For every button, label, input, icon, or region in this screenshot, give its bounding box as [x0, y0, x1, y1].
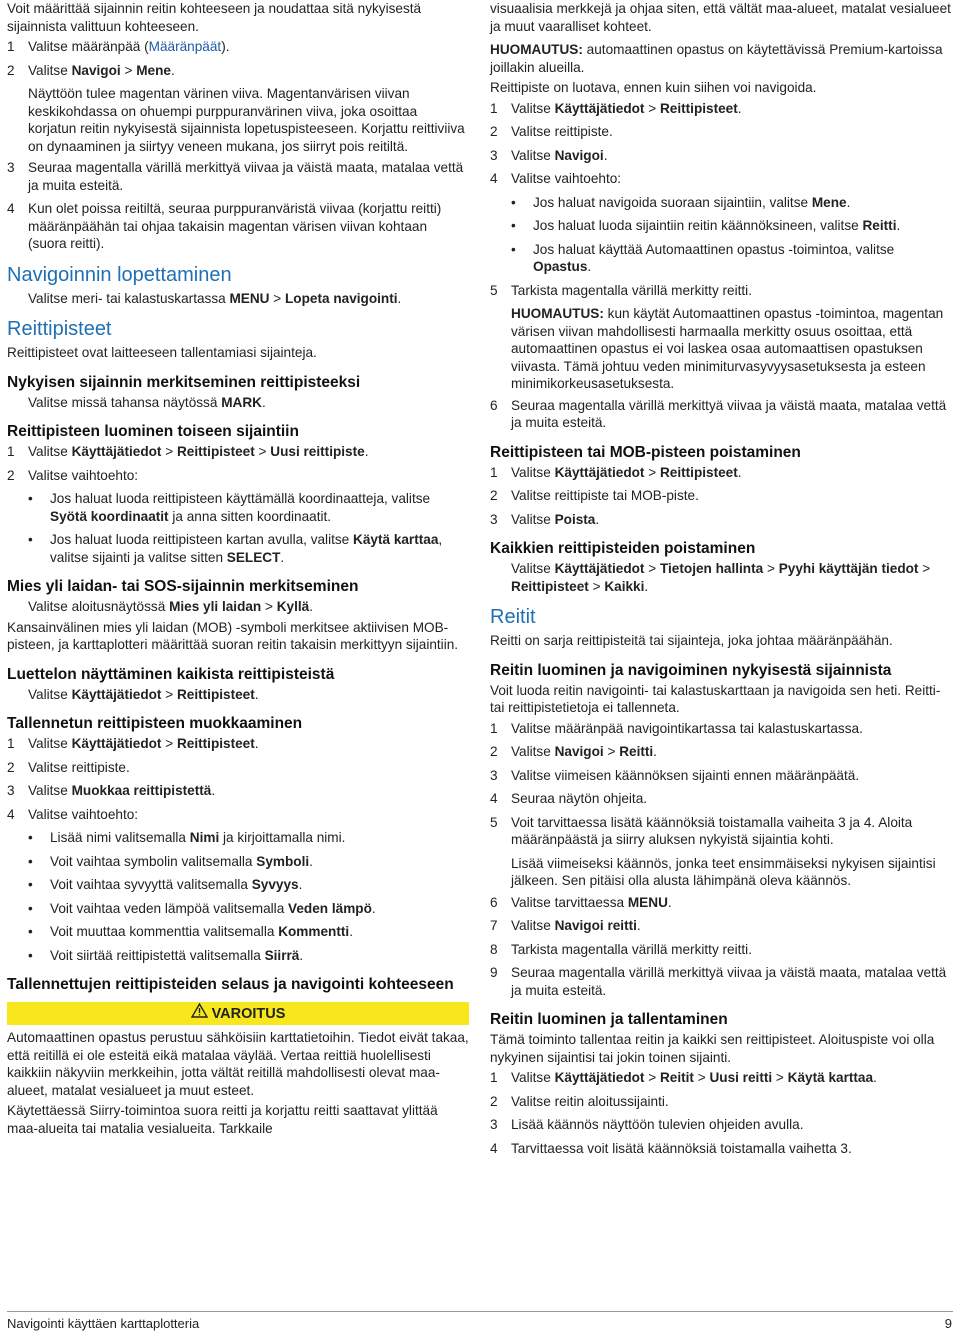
nav-step-2: 2 Valitse reittipiste. [490, 124, 613, 139]
edit-bullet-1: • Lisää nimi valitsemalla Nimi ja kirjoittamalla nimi. [28, 830, 346, 845]
mob-instruction: Valitse aloitusnäytössä Mies yli laidan > Kyllä. [28, 599, 314, 614]
mob-paragraph: Kansainvälinen mies yli laidan (MOB) -symboli merkitsee aktiivisen MOB-pisteen, ja karttaplotteri määrittää suoran reitin takaisin merkittyyn sijaintiin. [7, 619, 459, 652]
nav-step-5: 5 Tarkista magentalla värillä merkitty reitti. [490, 282, 752, 298]
save-step-1: 1 Valitse Käyttäjätiedot > Reitit > Uusi reitti > Käytä karttaa. [490, 1070, 877, 1085]
nav-bullet-1: • Jos haluat navigoida suoraan sijaintiin, valitse Mene. [511, 194, 851, 210]
continued-paragraph: visuaalisia merkkejä ja ohjaa siten, että vältät maa-alueet, matalat vesialueet ja muut vaaralliset kohteet. [490, 1, 951, 34]
right-column [490, 0, 953, 1163]
list-instruction: Valitse Käyttäjätiedot > Reittipisteet. [28, 686, 259, 702]
heading-delete-all: Kaikkien reittipisteiden poistaminen [490, 540, 756, 557]
edit-bullet-5: • Voit muuttaa kommenttia valitsemalla Kommentti. [28, 924, 353, 939]
heading-edit-waypoint: Tallennetun reittipisteen muokkaaminen [7, 715, 303, 732]
heading-create-waypoint: Reittipisteen luominen toiseen sijaintiin [7, 423, 299, 440]
routes-intro: Reitti on sarja reittipisteitä tai sijainteja, joka johtaa määränpäähän. [490, 633, 893, 648]
heading-delete-waypoint: Reittipisteen tai MOB-pisteen poistaminen [490, 443, 801, 461]
create-step-1: 1 Valitse Käyttäjätiedot > Reittipisteet > Uusi reittipiste. [7, 444, 369, 459]
heading-list-waypoints: Luettelon näyttäminen kaikista reittipisteistä [7, 665, 335, 683]
nav-route-intro: Voit luoda reitin navigointi- tai kalastuskarttaan ja navigoida sen heti. Reitti- tai reittipistetietoja ei tallenneta. [490, 682, 941, 715]
step-3: 3 Seuraa magentalla värillä merkittyä viivaa ja väistä maata, matalaa vettä ja muita esteitä. [7, 160, 464, 193]
create-step-2: 2 Valitse vaihtoehto: [7, 467, 139, 483]
del-step-3: 3 Valitse Poista. [490, 511, 600, 527]
left-column [7, 0, 469, 1140]
note-auto-guidance: HUOMAUTUS: kun käytät Automaattinen opastus -toimintoa, magentan värisen viivan mahdollisesti harmaalla merkitty osuus osoittaa, että automaattinen opastus ei voi laskea osaa automaattisen opastuksen viivasta. Tämä johtuu veden minimiturvasyvyysasetuksesta ja esteen minimikorkeusasetuksesta. [511, 306, 944, 391]
edit-bullet-3: • Voit vaihtaa syvyyttä valitsemalla Syvyys. [28, 877, 303, 892]
create-bullet-1: • Jos haluat luoda reittipisteen käyttämällä koordinaatteja, valitse Syötä koordinaatit ja anna sitten koordinaatit. [28, 491, 431, 524]
browse-paragraph: Käytettäessä Siirry-toimintoa suora reitti ja korjattu reitti saattavat ylittää maa-alueita tai matalia vesialueita. Tarkkaile [7, 1103, 438, 1136]
destinations-link[interactable]: Määränpäät [148, 39, 222, 54]
heading-mark-location: Nykyisen sijainnin merkitseminen reittipisteeksi [7, 373, 361, 391]
edit-step-2: 2 Valitse reittipiste. [7, 759, 130, 775]
del-step-2: 2 Valitse reittipiste tai MOB-piste. [490, 488, 699, 503]
warning-triangle-icon [191, 1003, 208, 1024]
route-step-6: 6 Valitse tarvittaessa MENU. [490, 894, 672, 910]
requirement-text: Reittipiste on luotava, ennen kuin siihen voi navigoida. [490, 80, 817, 95]
note-premium: HUOMAUTUS: automaattinen opastus on käytettävissä Premium-kartoissa joillakin alueilla. [490, 42, 943, 75]
edit-bullet-6: • Voit siirtää reittipistettä valitsemalla Siirrä. [28, 947, 304, 963]
waypoints-intro: Reittipisteet ovat laitteeseen tallentamiasi sijainteja. [7, 345, 317, 360]
intro-paragraph: Voit määrittää sijainnin reitin kohteeseen ja noudattaa sitä nykyisestä sijainnista valittuun kohteeseen. [7, 1, 422, 34]
heading-stop-navigation: Navigoinnin lopettaminen [7, 263, 232, 286]
heading-create-save-route: Reitin luominen ja tallentaminen [490, 1011, 728, 1028]
route-step-4: 4 Seuraa näytön ohjeita. [490, 791, 648, 806]
nav-bullet-3: • Jos haluat käyttää Automaattinen opastus -toimintoa, valitse Opastus. [511, 241, 895, 274]
create-bullet-2: • Jos haluat luoda reittipisteen kartan avulla, valitse Käytä karttaa, valitse sijainti ja valitse sitten SELECT. [28, 532, 443, 565]
page-number: 9 [944, 1316, 952, 1331]
nav-step-3: 3 Valitse Navigoi. [490, 147, 608, 163]
save-step-2: 2 Valitse reitin aloitussijainti. [490, 1093, 669, 1109]
nav-step-4: 4 Valitse vaihtoehto: [490, 171, 622, 186]
nav-step-6: 6 Seuraa magentalla värillä merkittyä viivaa ja väistä maata, matalaa vettä ja muita esteitä. [490, 397, 947, 430]
edit-step-1: 1 Valitse Käyttäjätiedot > Reittipisteet. [7, 736, 259, 751]
step-2-note: Näyttöön tulee magentan värinen viiva. Magentanvärisen viivan keskikohdassa on ohuempi purppuranvärinen viiva, joka osoittaa korjatun reitin nykyisestä sijainnista lopetuspisteeseen. Korjattu reittiviiva on dynaaminen ja siirtyy veneen mukana, jos siirryt pois reitiltä. [28, 86, 465, 154]
nav-step-1: 1 Valitse Käyttäjätiedot > Reittipisteet. [490, 100, 742, 116]
edit-bullet-4: • Voit vaihtaa veden lämpöä valitsemalla Veden lämpö. [28, 900, 376, 916]
edit-bullet-2: • Voit vaihtaa symbolin valitsemalla Symboli. [28, 853, 313, 869]
nav-bullet-2: • Jos haluat luoda sijaintiin reitin käännöksineen, valitse Reitti. [511, 218, 901, 233]
route-step-1: 1 Valitse määränpää navigointikartassa tai kalastuskartassa. [490, 720, 863, 736]
stop-instruction: Valitse meri- tai kalastuskartassa MENU > Lopeta navigointi. [28, 290, 402, 306]
footer-section-title: Navigointi käyttäen karttaplotteria [7, 1316, 200, 1331]
warning-banner [7, 1002, 469, 1025]
save-step-4: 4 Tarvittaessa voit lisätä käännöksiä toistamalla vaihetta 3. [490, 1140, 852, 1156]
save-route-intro: Tämä toiminto tallentaa reitin ja kaikki sen reittipisteet. Aloituspiste voi olla nykyinen sijaintisi tai jokin toinen sijainti. [490, 1032, 935, 1065]
route-step-5: 5 Voit tarvittaessa lisätä käännöksiä toistamalla vaiheita 3 ja 4. Aloita määränpäästä ja siirry aluksen nykyistä sijaintia kohti. [490, 814, 913, 847]
heading-mob: Mies yli laidan- tai SOS-sijainnin merkitseminen [7, 578, 359, 595]
route-step-5-note: Lisää viimeiseksi käännös, jonka teet ensimmäiseksi nykyisen sijaintisi jälkeen. Sen pitäisi olla alusta lähimpänä oleva käännös. [511, 855, 936, 888]
footer-divider [7, 1311, 953, 1312]
del-step-1: 1 Valitse Käyttäjätiedot > Reittipisteet. [490, 464, 742, 480]
delete-all-instruction: Valitse Käyttäjätiedot > Tietojen hallinta > Pyyhi käyttäjän tiedot > Reittipisteet > Kaikki. [511, 561, 931, 594]
edit-step-4: 4 Valitse vaihtoehto: [7, 806, 139, 822]
mark-instruction: Valitse missä tahansa näytössä MARK. [28, 394, 266, 410]
route-step-8: 8 Tarkista magentalla värillä merkitty reitti. [490, 941, 752, 957]
warning-label: VAROITUS [211, 1006, 286, 1022]
route-step-9: 9 Seuraa magentalla värillä merkittyä viivaa ja väistä maata, matalaa vettä ja muita esteitä. [490, 965, 947, 998]
save-step-3: 3 Lisää käännös näyttöön tulevien ohjeiden avulla. [490, 1117, 804, 1132]
heading-routes: Reitit [490, 606, 536, 628]
step-2: 2 Valitse Navigoi > Mene. [7, 62, 175, 78]
step-4: 4 Kun olet poissa reitiltä, seuraa purppuranväristä viivaa (korjattu reitti) määränpäähän tai ohjaa takaisin magentan värisen viivan kohtaan (suora reitti). [7, 201, 442, 251]
route-step-2: 2 Valitse Navigoi > Reitti. [490, 744, 657, 759]
edit-step-3: 3 Valitse Muokkaa reittipistettä. [7, 783, 216, 798]
route-step-7: 7 Valitse Navigoi reitti. [490, 918, 641, 933]
route-step-3: 3 Valitse viimeisen käännöksen sijainti ennen määränpäätä. [490, 767, 860, 783]
heading-browse-waypoints: Tallennettujen reittipisteiden selaus ja navigointi kohteeseen [7, 976, 454, 993]
heading-create-navigate-route: Reitin luominen ja navigoiminen nykyisestä sijainnista [490, 661, 892, 679]
heading-waypoints: Reittipisteet [7, 318, 112, 340]
warning-text: Automaattinen opastus perustuu sähköisiin karttatietoihin. Tiedot eivät takaa, että reitillä ei ole esteitä eikä matalaa väylää. Vertaa reittiä huolellisesti kaikkiin näkyviin merkkeihin, jotta vältät reitillä mahdollisesti olevat maa-alueet, matalat vesialueet ja muut esteet. [7, 1030, 469, 1098]
step-1: 1 Valitse määränpää (Määränpäät). [7, 39, 230, 54]
